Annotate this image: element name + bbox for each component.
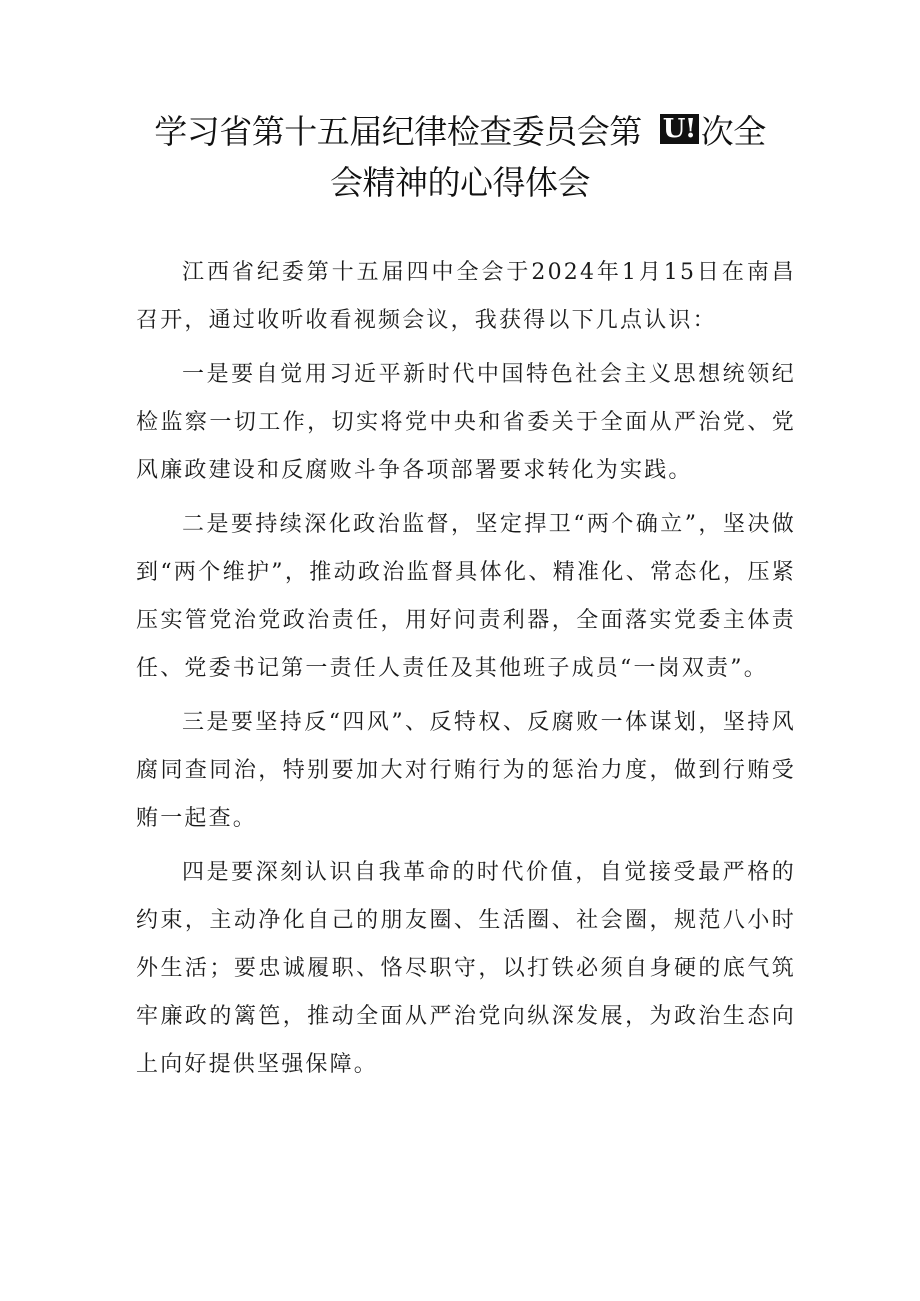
title-text-part-2: 次全 [700,112,766,151]
body-paragraph-point-1: 一是要自觉用习近平新时代中国特色社会主义思想统领纪检监察一切工作，切实将党中央和省委关于全面从严治党、党风廉政建设和反腐败斗争各项部署要求转化为实践。 [136,362,796,483]
title-text-part-1: 学习省第十五届纪律检查委员会第 [154,112,642,151]
body-paragraph-point-2: 二是要持续深化政治监督，坚定捍卫“两个确立”，坚决做到“两个维护”，推动政治监督具体化、精准化、常态化，压紧压实管党治党政治责任，用好问责利器，全面落实党委主体责任、党委书记第一责任人责任及其他班子成员“一岗双责”。 [136,512,796,681]
garbled-glyph-box: U! [660,114,699,144]
body-paragraph-point-4: 四是要深刻认识自我革命的时代价值，自觉接受最严格的约束，主动净化自己的朋友圈、生活圈、社会圈，规范八小时外生活；要忠诚履职、恪尽职守，以打铁必须自身硬的底气筑牢廉政的篱笆，推动全面从严治党向纵深发展，为政治生态向上向好提供坚强保障。 [136,860,796,1077]
body-paragraph-intro: 江西省纪委第十五届四中全会于2024年1月15日在南昌召开，通过收听收看视频会议，我获得以下几点认识： [136,260,796,333]
document-title-line-2: 会精神的心得体会 [330,163,590,202]
body-paragraph-point-3: 三是要坚持反“四风”、反特权、反腐败一体谋划，坚持风腐同查同治，特别要加大对行贿行为的惩治力度，做到行贿受贿一起查。 [136,710,796,831]
document-title-line-1 [120,106,800,158]
document-body [136,249,796,1095]
